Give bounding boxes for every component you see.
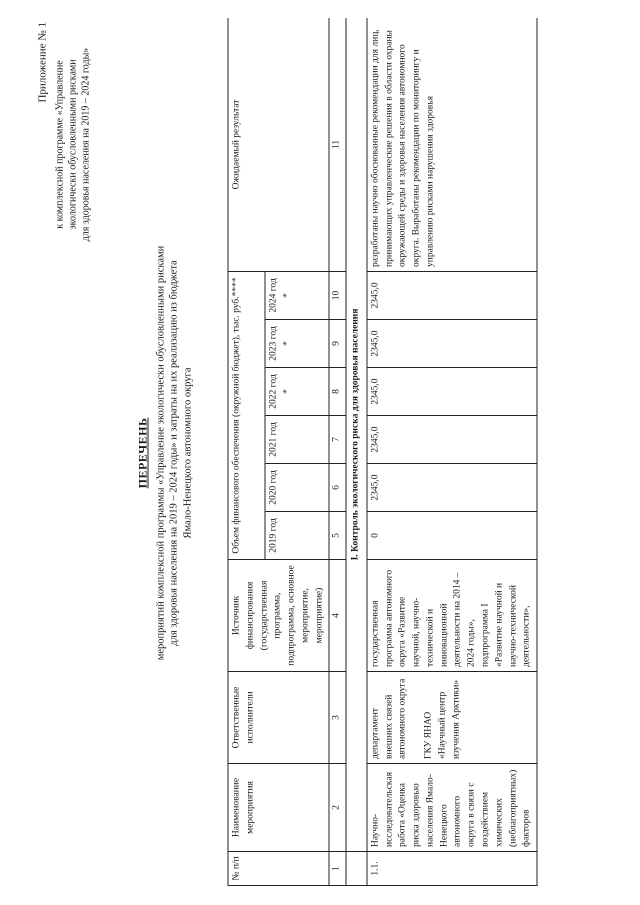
header-source: Источник финансирования (государственная программа, подпрограмма, основное мероприятие, мероприятие) [228, 559, 329, 671]
header-year: 2021 год [265, 415, 329, 463]
row-value-2021: 2345,0 [367, 415, 537, 463]
header-year: 2024 год * [265, 271, 329, 319]
section-spacer [346, 851, 367, 885]
row-value-2023: 2345,0 [367, 319, 537, 367]
title-line: для здоровья населения на 2019 – 2024 годы» и затраты на их реализацию из бюджета [168, 259, 180, 646]
row-name: Научно-исследовательская работа «Оценка риска здоровью населения Ямало-Ненецкого автономного округа в связи с воздействием химических (неблагоприятных) факторов [367, 763, 537, 851]
row-result: разработаны научно обоснованные рекомендации для лиц, принимающих управленческие решения в области охраны окружающей среды и здоровья населения автономного округа. Выработаны рекомендации по мониторингу и управлению рисками нарушения здоровья [367, 18, 537, 271]
measures-table [228, 18, 538, 886]
column-number: 10 [329, 271, 346, 319]
column-number: 8 [329, 367, 346, 415]
appendix-line: экологически обусловленными рисками [67, 58, 79, 230]
row-value-2020: 2345,0 [367, 463, 537, 511]
appendix-number: Приложение № 1 [36, 21, 49, 103]
column-number: 1 [329, 851, 346, 885]
header-year: 2022 год * [265, 367, 329, 415]
row-value-2024: 2345,0 [367, 271, 537, 319]
appendix-line: к комплексной программе «Управление [54, 59, 66, 229]
section-title: I. Контроль экологического риска для здоровья населения [346, 18, 367, 852]
column-number-row [329, 18, 346, 886]
executor-2: ГКУ ЯНАО «Научный центр изучения Арктики» [423, 679, 462, 759]
header-result: Ожидаемый результат [228, 18, 329, 271]
measures-table-wrapper [228, 18, 608, 886]
document-title [136, 24, 196, 882]
row-value-2019: 0 [367, 511, 537, 559]
appendix-block [36, 22, 93, 267]
column-number: 4 [329, 559, 346, 671]
row-source: государственная программа автономного округа «Развитие научной, научно-технической и инновационной деятельности на 2014 – 2024 годы», подпрограмма I «Развитие научной и научно-технической деятельности», [367, 559, 537, 671]
row-value-2022: 2345,0 [367, 367, 537, 415]
header-volume: Объем финансового обеспечения (окружной бюджет), тыс. руб.**** [228, 271, 265, 559]
header-year: 2020 год [265, 463, 329, 511]
appendix-line: для здоровья населения на 2019 – 2024 годы» [80, 47, 92, 241]
column-number: 6 [329, 463, 346, 511]
title-line: мероприятий комплексной программы «Управление экологически обусловленными рисками [155, 245, 167, 660]
row-executors [367, 671, 537, 763]
table-row [367, 18, 537, 886]
header-year: 2023 год * [265, 319, 329, 367]
column-number: 2 [329, 763, 346, 851]
header-name: Наименование мероприятия [228, 763, 329, 851]
header-year: 2019 год [265, 511, 329, 559]
column-number: 11 [329, 18, 346, 271]
executor-1: департамент внешних связей автономного округа [370, 678, 408, 759]
row-num: 1.1. [367, 851, 537, 885]
column-number: 7 [329, 415, 346, 463]
header-num: № п/п [228, 851, 329, 885]
column-number: 5 [329, 511, 346, 559]
rotated-page [28, 12, 613, 894]
header-row [228, 18, 265, 886]
header-executors: Ответственные исполнители [228, 671, 329, 763]
section-row [346, 18, 367, 886]
title-heading: ПЕРЕЧЕНЬ [135, 417, 150, 488]
column-number: 3 [329, 671, 346, 763]
column-number: 9 [329, 319, 346, 367]
title-line: Ямало-Ненецкого автономного округа [182, 366, 194, 539]
